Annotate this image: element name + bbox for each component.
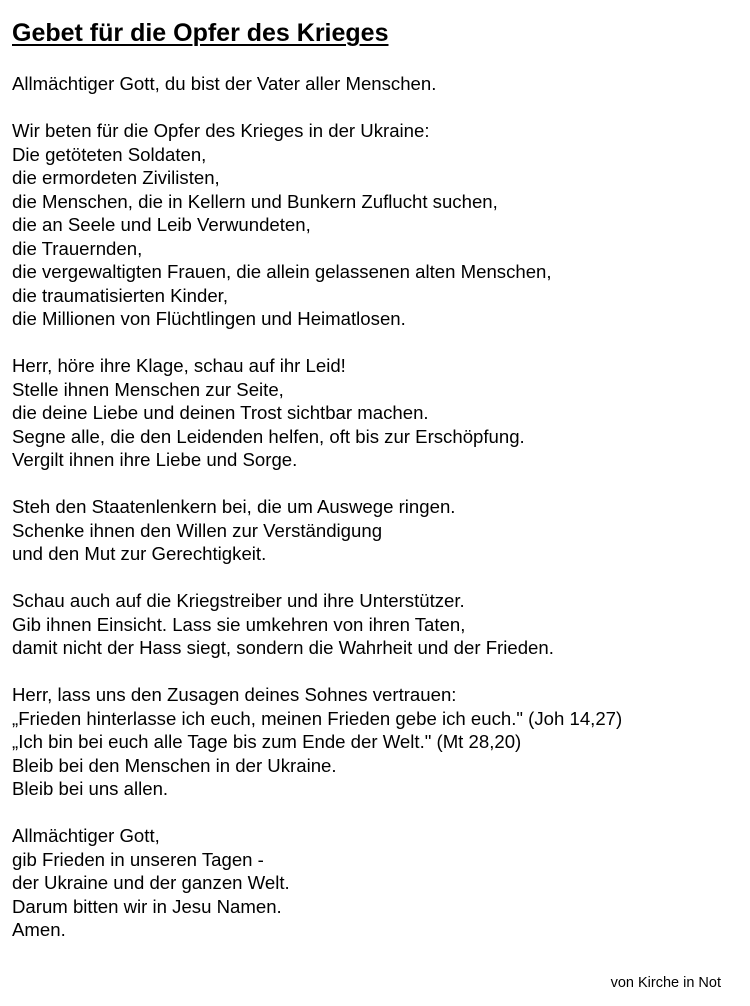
prayer-line: Bleib bei uns allen. xyxy=(12,778,169,799)
stanza-victims xyxy=(12,119,742,331)
prayer-line: die Millionen von Flüchtlingen und Heimatlosen. xyxy=(12,308,406,329)
stanza-promises xyxy=(12,683,742,801)
prayer-line: Vergilt ihnen ihre Liebe und Sorge. xyxy=(12,449,298,470)
stanza-warmongers xyxy=(12,589,742,660)
prayer-line: und den Mut zur Gerechtigkeit. xyxy=(12,543,267,564)
prayer-line: damit nicht der Hass siegt, sondern die Wahrheit und der Frieden. xyxy=(12,637,554,658)
prayer-line: die deine Liebe und deinen Trost sichtbar machen. xyxy=(12,402,429,423)
prayer-line: Schau auch auf die Kriegstreiber und ihre Unterstützer. xyxy=(12,590,465,611)
stanza-invocation xyxy=(12,72,742,96)
prayer-line: Bleib bei den Menschen in der Ukraine. xyxy=(12,754,337,776)
prayer-line: „Ich bin bei euch alle Tage bis zum Ende der Welt." (Mt 28,20) xyxy=(12,731,522,752)
prayer-line: Steh den Staatenlenkern bei, die um Auswege ringen. xyxy=(12,496,456,517)
prayer-line: die vergewaltigten Frauen, die allein gelassenen alten Menschen, xyxy=(12,261,552,282)
prayer-line: Amen. xyxy=(12,919,66,940)
stanza-lament xyxy=(12,354,742,472)
prayer-line: Allmächtiger Gott, du bist der Vater aller Menschen. xyxy=(12,73,437,94)
prayer-line: der Ukraine und der ganzen Welt. xyxy=(12,872,290,893)
prayer-line: Schenke ihnen den Willen zur Verständigung xyxy=(12,519,383,541)
prayer-line: die ermordeten Zivilisten, xyxy=(12,167,220,188)
source-credit: von Kirche in Not xyxy=(610,975,721,991)
prayer-line: die Trauernden, xyxy=(12,237,143,259)
prayer-line: „Frieden hinterlasse ich euch, meinen Frieden gebe ich euch." (Joh 14,27) xyxy=(12,707,623,729)
stanza-closing xyxy=(12,824,742,942)
stanza-leaders xyxy=(12,495,742,566)
prayer-line: die Menschen, die in Kellern und Bunkern Zuflucht suchen, xyxy=(12,190,498,212)
prayer-line: gib Frieden in unseren Tagen - xyxy=(12,848,264,870)
prayer-line: Segne alle, die den Leidenden helfen, oft bis zur Erschöpfung. xyxy=(12,425,525,447)
prayer-body xyxy=(12,72,742,965)
prayer-line: Die getöteten Soldaten, xyxy=(12,143,207,165)
prayer-line: Herr, höre ihre Klage, schau auf ihr Leid! xyxy=(12,355,346,376)
prayer-line: Herr, lass uns den Zusagen deines Sohnes vertrauen: xyxy=(12,684,457,705)
prayer-line: die traumatisierten Kinder, xyxy=(12,284,229,306)
prayer-line: Allmächtiger Gott, xyxy=(12,825,160,846)
prayer-line: Stelle ihnen Menschen zur Seite, xyxy=(12,378,284,400)
document-title: Gebet für die Opfer des Krieges xyxy=(12,19,389,47)
prayer-line: Wir beten für die Opfer des Krieges in der Ukraine: xyxy=(12,120,430,141)
prayer-line: Darum bitten wir in Jesu Namen. xyxy=(12,895,282,917)
prayer-line: Gib ihnen Einsicht. Lass sie umkehren von ihren Taten, xyxy=(12,613,466,635)
prayer-line: die an Seele und Leib Verwundeten, xyxy=(12,214,311,235)
